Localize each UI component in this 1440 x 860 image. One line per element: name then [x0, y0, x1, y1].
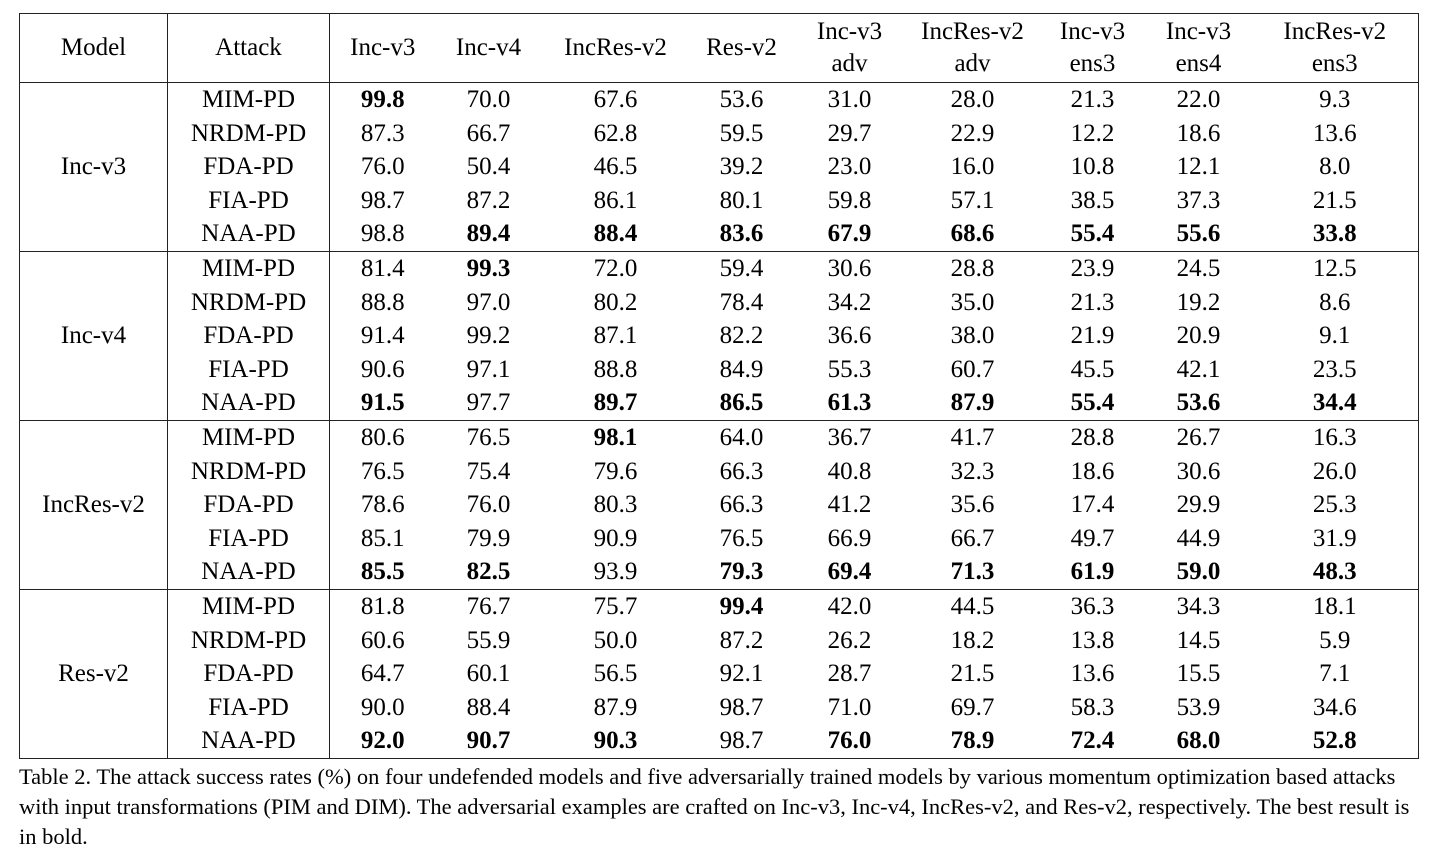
value-cell: 58.3 — [1070, 693, 1115, 721]
value-cell: 26.0 — [1312, 457, 1357, 485]
value-cell: 87.1 — [593, 322, 638, 350]
value-cell: 34.4 — [1312, 389, 1357, 417]
value-cell: 35.6 — [950, 491, 995, 519]
value-cell: 92.0 — [360, 727, 405, 755]
value-cell: 34.6 — [1312, 693, 1357, 721]
value-cell: 98.7 — [719, 727, 764, 755]
value-cell: 61.3 — [827, 389, 872, 417]
value-cell: 18.1 — [1312, 592, 1357, 620]
value-cell: 90.0 — [360, 693, 405, 721]
model-group — [20, 420, 1419, 589]
value-cell: 78.9 — [950, 727, 995, 755]
value-cell: 90.3 — [593, 727, 638, 755]
table-row — [20, 522, 1419, 556]
value-cell: 32.3 — [950, 457, 995, 485]
value-cell: 36.3 — [1070, 592, 1115, 620]
header-row — [20, 14, 1419, 83]
value-cell: 56.5 — [593, 660, 638, 688]
value-cell: 16.0 — [950, 153, 995, 181]
value-cell: 97.7 — [466, 389, 511, 417]
attack-name: FIA-PD — [168, 184, 330, 218]
column-header — [168, 14, 330, 83]
value-cell: 9.1 — [1319, 322, 1351, 350]
value-cell: 59.0 — [1176, 558, 1221, 586]
table-caption: Table 2. The attack success rates (%) on four undefended models and five adversarially trained models by various momentum optimization based attacks with input transformations (PIM and DIM). The adversarial examples are crafted on Inc-v3, Inc-v4, IncRes-v2, and Res-v2, respectively. The best result is in bold. — [19, 764, 1410, 849]
value-cell: 99.8 — [360, 86, 405, 113]
value-cell: 18.6 — [1070, 457, 1115, 485]
value-cell: 90.9 — [593, 524, 638, 552]
value-cell: 89.7 — [593, 389, 638, 417]
value-cell: 53.9 — [1176, 693, 1221, 721]
value-cell: 99.3 — [466, 254, 511, 282]
table-row — [20, 624, 1419, 658]
value-cell: 10.8 — [1070, 153, 1115, 181]
value-cell: 34.3 — [1176, 592, 1221, 620]
attack-name: FDA-PD — [168, 488, 330, 522]
value-cell: 12.1 — [1176, 153, 1221, 181]
value-cell: 16.3 — [1312, 423, 1357, 451]
value-cell: 20.9 — [1176, 322, 1221, 350]
table-row — [20, 286, 1419, 320]
attack-name: FDA-PD — [168, 657, 330, 691]
attack-name: NAA-PD — [168, 724, 330, 758]
value-cell: 52.8 — [1312, 727, 1357, 755]
value-cell: 30.6 — [827, 254, 872, 282]
attack-name: FDA-PD — [168, 150, 330, 184]
value-cell: 33.8 — [1312, 220, 1357, 248]
attack-name: MIM-PD — [168, 83, 330, 117]
column-header-line: IncRes-v2 — [564, 34, 667, 61]
value-cell: 76.0 — [827, 727, 872, 755]
attack-name: FIA-PD — [168, 353, 330, 387]
value-cell: 28.7 — [827, 660, 872, 688]
value-cell: 35.0 — [950, 288, 995, 316]
value-cell: 62.8 — [593, 119, 638, 147]
value-cell: 80.1 — [719, 186, 764, 214]
table-row — [20, 386, 1419, 420]
column-header-line: Model — [60, 34, 127, 61]
value-cell: 98.7 — [360, 186, 405, 214]
value-cell: 86.5 — [719, 389, 764, 417]
value-cell: 31.9 — [1312, 524, 1357, 552]
column-header-line: IncRes-v2 — [921, 18, 1024, 45]
value-cell: 50.0 — [593, 626, 638, 654]
column-header — [1252, 14, 1419, 83]
value-cell: 26.7 — [1176, 423, 1221, 451]
attack-name: FIA-PD — [168, 522, 330, 556]
column-header — [906, 14, 1040, 83]
value-cell: 66.9 — [827, 524, 872, 552]
value-cell: 60.6 — [360, 626, 405, 654]
table-row — [20, 184, 1419, 218]
value-cell: 57.1 — [950, 186, 995, 214]
value-cell: 12.2 — [1070, 119, 1115, 147]
results-table — [19, 13, 1419, 759]
value-cell: 92.1 — [719, 660, 764, 688]
value-cell: 21.5 — [1312, 186, 1357, 214]
attack-name: NAA-PD — [168, 217, 330, 251]
value-cell: 80.2 — [593, 288, 638, 316]
column-header — [690, 14, 794, 83]
value-cell: 61.9 — [1070, 558, 1115, 586]
value-cell: 48.3 — [1312, 558, 1357, 586]
value-cell: 28.0 — [950, 86, 995, 113]
table-row — [20, 251, 1419, 285]
column-header — [20, 14, 168, 83]
value-cell: 14.5 — [1176, 626, 1221, 654]
value-cell: 79.6 — [593, 457, 638, 485]
value-cell: 22.9 — [950, 119, 995, 147]
column-header — [330, 14, 436, 83]
attack-name: NRDM-PD — [168, 117, 330, 151]
attack-name: NRDM-PD — [168, 624, 330, 658]
value-cell: 17.4 — [1070, 491, 1115, 519]
value-cell: 60.7 — [950, 355, 995, 383]
attack-name: MIM-PD — [168, 589, 330, 623]
value-cell: 5.9 — [1319, 626, 1351, 654]
value-cell: 53.6 — [719, 86, 764, 113]
value-cell: 36.6 — [827, 322, 872, 350]
value-cell: 79.3 — [719, 558, 764, 586]
value-cell: 15.5 — [1176, 660, 1221, 688]
attack-name: MIM-PD — [168, 251, 330, 285]
value-cell: 66.7 — [950, 524, 995, 552]
value-cell: 50.4 — [466, 153, 511, 181]
value-cell: 45.5 — [1070, 355, 1115, 383]
value-cell: 59.5 — [719, 119, 764, 147]
value-cell: 98.8 — [360, 220, 405, 248]
attack-name: FIA-PD — [168, 691, 330, 725]
model-group — [20, 589, 1419, 758]
value-cell: 23.9 — [1070, 254, 1115, 282]
value-cell: 71.0 — [827, 693, 872, 721]
value-cell: 40.8 — [827, 457, 872, 485]
attack-name: FDA-PD — [168, 319, 330, 353]
value-cell: 21.3 — [1070, 288, 1115, 316]
value-cell: 69.4 — [827, 558, 872, 586]
value-cell: 38.0 — [950, 322, 995, 350]
value-cell: 46.5 — [593, 153, 638, 181]
value-cell: 49.7 — [1070, 524, 1115, 552]
column-header-line: ens4 — [1175, 50, 1222, 77]
column-header-line: adv — [954, 50, 991, 77]
value-cell: 76.7 — [466, 592, 511, 620]
value-cell: 88.4 — [593, 220, 638, 248]
value-cell: 13.8 — [1070, 626, 1115, 654]
value-cell: 37.3 — [1176, 186, 1221, 214]
value-cell: 8.0 — [1319, 153, 1351, 181]
value-cell: 81.8 — [360, 592, 405, 620]
value-cell: 64.7 — [360, 660, 405, 688]
value-cell: 84.9 — [719, 355, 764, 383]
value-cell: 55.9 — [466, 626, 511, 654]
value-cell: 30.6 — [1176, 457, 1221, 485]
value-cell: 18.2 — [950, 626, 995, 654]
model-name: IncRes-v2 — [20, 420, 168, 589]
value-cell: 85.1 — [360, 524, 405, 552]
value-cell: 28.8 — [950, 254, 995, 282]
column-header-line: Res-v2 — [706, 34, 777, 61]
value-cell: 87.3 — [360, 119, 405, 147]
attack-name: NAA-PD — [168, 386, 330, 420]
table-row — [20, 353, 1419, 387]
value-cell: 55.3 — [827, 355, 872, 383]
value-cell: 53.6 — [1176, 389, 1221, 417]
value-cell: 7.1 — [1319, 660, 1351, 688]
value-cell: 71.3 — [950, 558, 995, 586]
value-cell: 83.6 — [719, 220, 764, 248]
model-name: Inc-v3 — [20, 83, 168, 252]
value-cell: 41.2 — [827, 491, 872, 519]
attack-name: MIM-PD — [168, 420, 330, 454]
table-row — [20, 83, 1419, 117]
value-cell: 66.7 — [466, 119, 511, 147]
value-cell: 87.9 — [593, 693, 638, 721]
table-row — [20, 150, 1419, 184]
table-row — [20, 724, 1419, 758]
column-header — [542, 14, 690, 83]
value-cell: 68.6 — [950, 220, 995, 248]
value-cell: 97.0 — [466, 288, 511, 316]
value-cell: 90.6 — [360, 355, 405, 383]
model-name: Inc-v4 — [20, 251, 168, 420]
model-name: Res-v2 — [20, 589, 168, 758]
table-row — [20, 420, 1419, 454]
value-cell: 93.9 — [593, 558, 638, 586]
table-row — [20, 555, 1419, 589]
value-cell: 68.0 — [1176, 727, 1221, 755]
value-cell: 29.9 — [1176, 491, 1221, 519]
value-cell: 67.6 — [593, 86, 638, 113]
value-cell: 42.1 — [1176, 355, 1221, 383]
value-cell: 67.9 — [827, 220, 872, 248]
value-cell: 44.5 — [950, 592, 995, 620]
value-cell: 99.4 — [719, 592, 764, 620]
value-cell: 82.2 — [719, 322, 764, 350]
column-header-line: ens3 — [1311, 50, 1358, 77]
value-cell: 99.2 — [466, 322, 511, 350]
value-cell: 22.0 — [1176, 86, 1221, 113]
value-cell: 44.9 — [1176, 524, 1221, 552]
value-cell: 82.5 — [466, 558, 511, 586]
value-cell: 13.6 — [1312, 119, 1357, 147]
value-cell: 55.4 — [1070, 389, 1115, 417]
value-cell: 24.5 — [1176, 254, 1221, 282]
value-cell: 91.4 — [360, 322, 405, 350]
value-cell: 21.9 — [1070, 322, 1115, 350]
value-cell: 23.5 — [1312, 355, 1357, 383]
value-cell: 36.7 — [827, 423, 872, 451]
value-cell: 60.1 — [466, 660, 511, 688]
attack-name: NRDM-PD — [168, 286, 330, 320]
value-cell: 59.4 — [719, 254, 764, 282]
value-cell: 13.6 — [1070, 660, 1115, 688]
column-header-line: Attack — [215, 34, 282, 61]
value-cell: 26.2 — [827, 626, 872, 654]
value-cell: 41.7 — [950, 423, 995, 451]
value-cell: 80.3 — [593, 491, 638, 519]
value-cell: 97.1 — [466, 355, 511, 383]
table-row — [20, 657, 1419, 691]
value-cell: 66.3 — [719, 491, 764, 519]
value-cell: 76.5 — [360, 457, 405, 485]
value-cell: 85.5 — [360, 558, 405, 586]
value-cell: 69.7 — [950, 693, 995, 721]
value-cell: 78.6 — [360, 491, 405, 519]
column-header-line: ens3 — [1069, 50, 1116, 77]
value-cell: 98.7 — [719, 693, 764, 721]
column-header — [1146, 14, 1252, 83]
table-row — [20, 691, 1419, 725]
value-cell: 88.8 — [360, 288, 405, 316]
value-cell: 8.6 — [1319, 288, 1351, 316]
value-cell: 87.2 — [719, 626, 764, 654]
column-header-line: Inc-v3 — [816, 18, 883, 45]
value-cell: 23.0 — [827, 153, 872, 181]
attack-name: NRDM-PD — [168, 455, 330, 489]
model-group — [20, 251, 1419, 420]
column-header-line: adv — [831, 50, 868, 77]
value-cell: 87.2 — [466, 186, 511, 214]
value-cell: 88.8 — [593, 355, 638, 383]
value-cell: 19.2 — [1176, 288, 1221, 316]
value-cell: 78.4 — [719, 288, 764, 316]
value-cell: 34.2 — [827, 288, 872, 316]
table-row — [20, 488, 1419, 522]
value-cell: 25.3 — [1312, 491, 1357, 519]
value-cell: 64.0 — [719, 423, 764, 451]
value-cell: 42.0 — [827, 592, 872, 620]
value-cell: 72.4 — [1070, 727, 1115, 755]
table-row — [20, 117, 1419, 151]
value-cell: 86.1 — [593, 186, 638, 214]
value-cell: 59.8 — [827, 186, 872, 214]
value-cell: 91.5 — [360, 389, 405, 417]
value-cell: 88.4 — [466, 693, 511, 721]
table-row — [20, 217, 1419, 251]
value-cell: 87.9 — [950, 389, 995, 417]
value-cell: 89.4 — [466, 220, 511, 248]
value-cell: 29.7 — [827, 119, 872, 147]
value-cell: 72.0 — [593, 254, 638, 282]
attack-name: NAA-PD — [168, 555, 330, 589]
value-cell: 70.0 — [466, 86, 511, 113]
value-cell: 21.3 — [1070, 86, 1115, 113]
value-cell: 12.5 — [1312, 254, 1357, 282]
table-row — [20, 319, 1419, 353]
value-cell: 75.4 — [466, 457, 511, 485]
table-row — [20, 589, 1419, 623]
column-header-line: Inc-v3 — [350, 34, 416, 61]
column-header-line: Inc-v3 — [1165, 18, 1232, 45]
value-cell: 98.1 — [593, 423, 638, 451]
value-cell: 21.5 — [950, 660, 995, 688]
value-cell: 76.0 — [360, 153, 405, 181]
value-cell: 38.5 — [1070, 186, 1115, 214]
column-header-line: Inc-v3 — [1059, 18, 1126, 45]
value-cell: 28.8 — [1070, 423, 1115, 451]
value-cell: 81.4 — [360, 254, 405, 282]
value-cell: 76.0 — [466, 491, 511, 519]
column-header — [1040, 14, 1146, 83]
column-header — [436, 14, 542, 83]
value-cell: 75.7 — [593, 592, 638, 620]
value-cell: 31.0 — [827, 86, 872, 113]
value-cell: 76.5 — [466, 423, 511, 451]
value-cell: 76.5 — [719, 524, 764, 552]
value-cell: 79.9 — [466, 524, 511, 552]
value-cell: 9.3 — [1319, 86, 1351, 113]
value-cell: 18.6 — [1176, 119, 1221, 147]
value-cell: 39.2 — [719, 153, 764, 181]
value-cell: 55.6 — [1176, 220, 1221, 248]
value-cell: 90.7 — [466, 727, 511, 755]
model-group — [20, 83, 1419, 252]
table-row — [20, 455, 1419, 489]
column-header-line: IncRes-v2 — [1283, 18, 1387, 45]
column-header-line: Inc-v4 — [455, 34, 522, 61]
value-cell: 55.4 — [1070, 220, 1115, 248]
column-header — [794, 14, 906, 83]
value-cell: 66.3 — [719, 457, 764, 485]
value-cell: 80.6 — [360, 423, 405, 451]
